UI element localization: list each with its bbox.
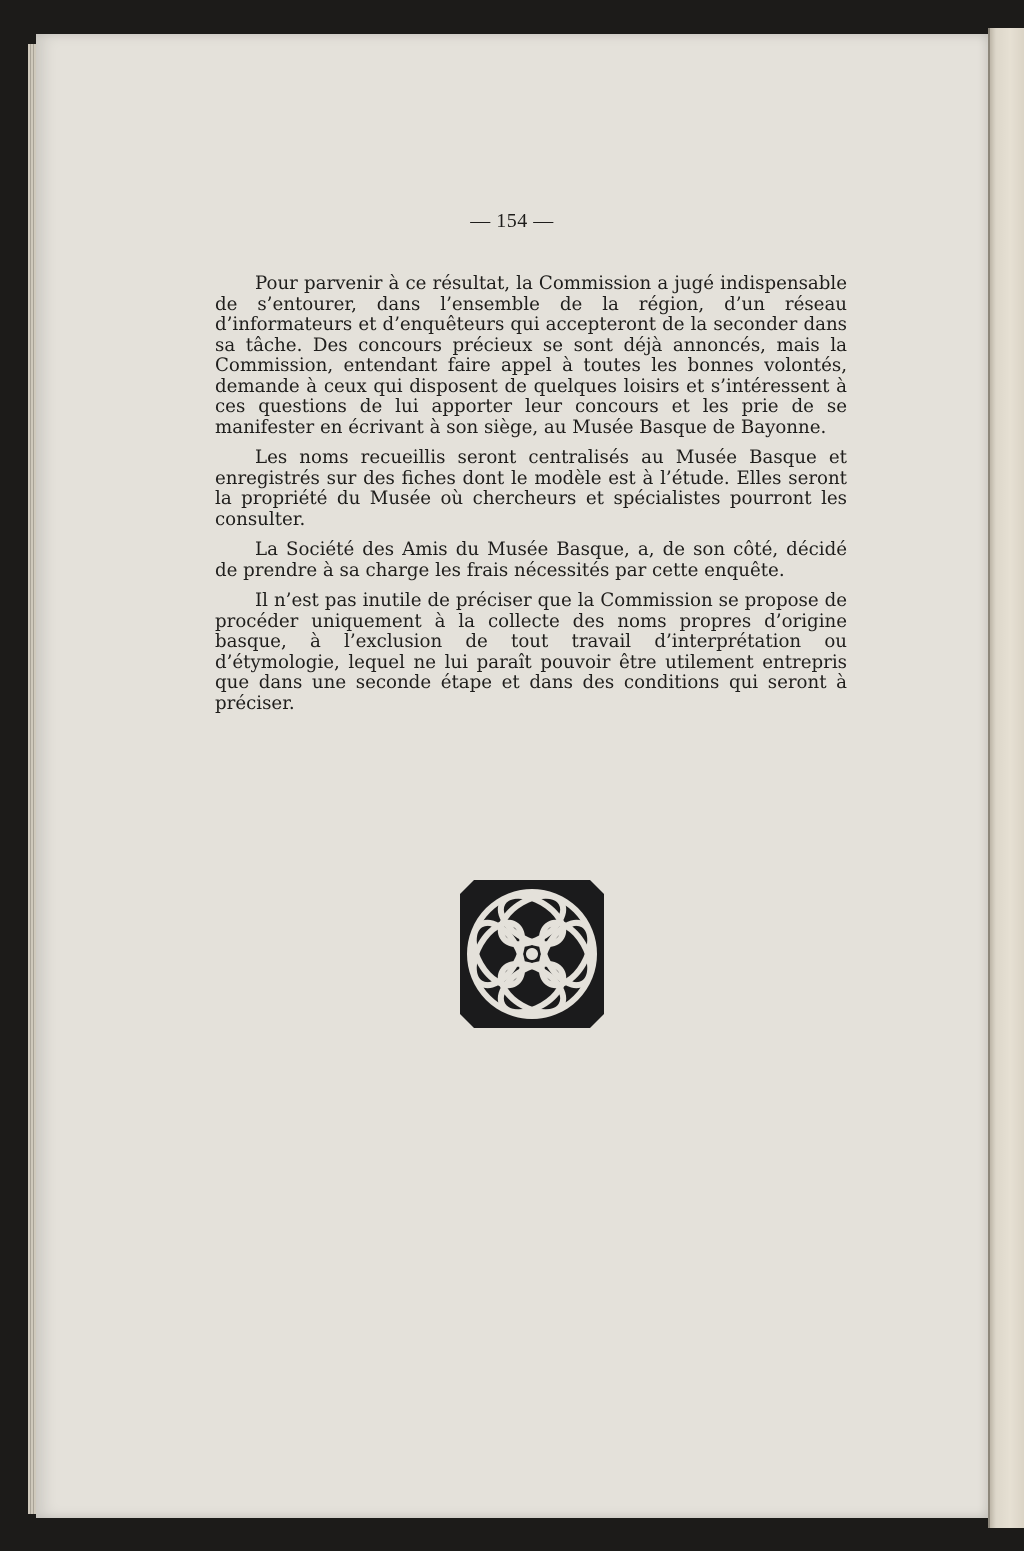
paragraph-3: La Société des Amis du Musée Basque, a, de son côté, décidé de prendre à sa charge les frais nécessités par cette enquête. [215,539,847,581]
document-page [36,34,988,1518]
body-text [215,274,847,724]
basque-knot-ornament-icon [460,880,604,1028]
page-number: — 154 — [470,210,554,232]
paragraph-4: Il n’est pas inutile de préciser que la Commission se propose de procéder uniquement à la collecte des noms propres d’origine basque, à l’exclusion de tout travail d’interprétation ou d’étymologie, lequel ne lui paraît pouvoir être utilement entrepris que dans une seconde étape et dans des conditions qui seront à préciser. [215,590,847,714]
paragraph-2: Les noms recueillis seront centralisés au Musée Basque et enregistrés sur des fiches dont le modèle est à l’étude. Elles seront la propriété du Musée où chercheurs et spécialistes pourront les consulter. [215,447,847,530]
next-page-edge [988,28,1024,1528]
paragraph-1: Pour parvenir à ce résultat, la Commission a jugé indispensable de s’entourer, dans l’ensemble de la région, d’un réseau d’informateurs et d’enquêteurs qui accepteront de la seconder dans sa tâche. Des concours précieux se sont déjà annoncés, mais la Commission, entendant faire appel à toutes les bonnes volontés, demande à ceux qui disposent de quelques loisirs et s’intéressent à ces questions de lui apporter leur concours et les prie de se manifester en écrivant à son siège, au Musée Basque de Bayonne. [215,273,847,438]
